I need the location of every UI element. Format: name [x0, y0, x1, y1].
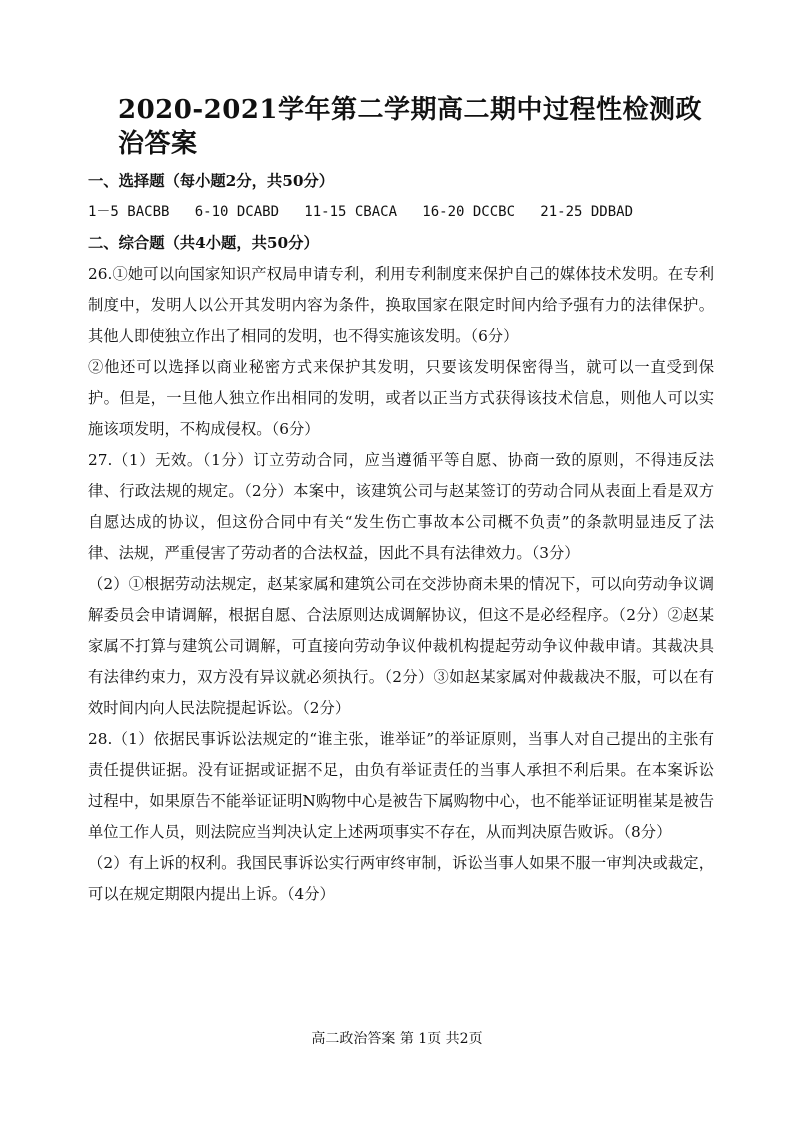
page-title: 2020-2021学年第二学期高二期中过程性检测政治答案 [118, 95, 703, 159]
q27-answer-part2: （2）①根据劳动法规定，赵某家属和建筑公司在交涉协商未果的情况下，可以向劳动争议调解委员会申请调解，根据自愿、合法原则达成调解协议，但这不是必经程序。（2分）②赵某家属不打算与建筑公司调解，可直接向劳动争议仲裁机构提起劳动争议仲裁申请。其裁决具有法律约束力，双方没有异议就必须执行。（2分）③如赵某家属对仲裁裁决不服，可以在有效时间内向人民法院提起诉讼。（2分） [88, 575, 714, 717]
page-footer: 高二政治答案 第 1页 共2页 [311, 1031, 483, 1047]
section-heading-choice: 一、选择题（每小题2分，共50分） [88, 172, 335, 190]
q27-answer-part1: 27.（1）无效。（1分）订立劳动合同，应当遵循平等自愿、协商一致的原则，不得违反法律、行政法规的规定。（2分）本案中，该建筑公司与赵某签订的劳动合同从表面上看是双方自愿达成的协议，但这份合同中有关“发生伤亡事故本公司概不负责”的条款明显违反了法律、法规，严重侵害了劳动者的合法权益，因此不具有法律效力。（3分） [88, 451, 714, 562]
choice-answers: 1－5 BACBB 6-10 DCABD 11-15 CBACA 16-20 DCCBC 21-25 DDBAD [88, 204, 634, 220]
answer-body [88, 166, 714, 910]
section-heading-comprehensive: 二、综合题（共4小题，共50分） [88, 234, 319, 252]
q26-answer-part2: ②他还可以选择以商业秘密方式来保护其发明，只要该发明保密得当，就可以一直受到保护。但是，一旦他人独立作出相同的发明，或者以正当方式获得该技术信息，则他人可以实施该项发明，不构成侵权。（6分） [88, 358, 714, 438]
q28-answer-part1: 28.（1）依据民事诉讼法规定的“谁主张，谁举证”的举证原则，当事人对自己提出的主张有责任提供证据。没有证据或证据不足，由负有举证责任的当事人承担不利后果。在本案诉讼过程中，如果原告不能举证证明N购物中心是被告下属购物中心，也不能举证证明崔某是被告单位工作人员，则法院应当判决认定上述两项事实不存在，从而判决原告败诉。（8分） [88, 730, 714, 841]
q28-answer-part2: （2）有上诉的权利。我国民事诉讼实行两审终审制，诉讼当事人如果不服一审判决或裁定，可以在规定期限内提出上诉。（4分） [88, 854, 714, 903]
q26-answer-part1: 26.①她可以向国家知识产权局申请专利，利用专利制度来保护自己的媒体技术发明。在专利制度中，发明人以公开其发明内容为条件，换取国家在限定时间内给予强有力的法律保护。其他人即使独立作出了相同的发明，也不得实施该发明。（6分） [88, 265, 714, 345]
